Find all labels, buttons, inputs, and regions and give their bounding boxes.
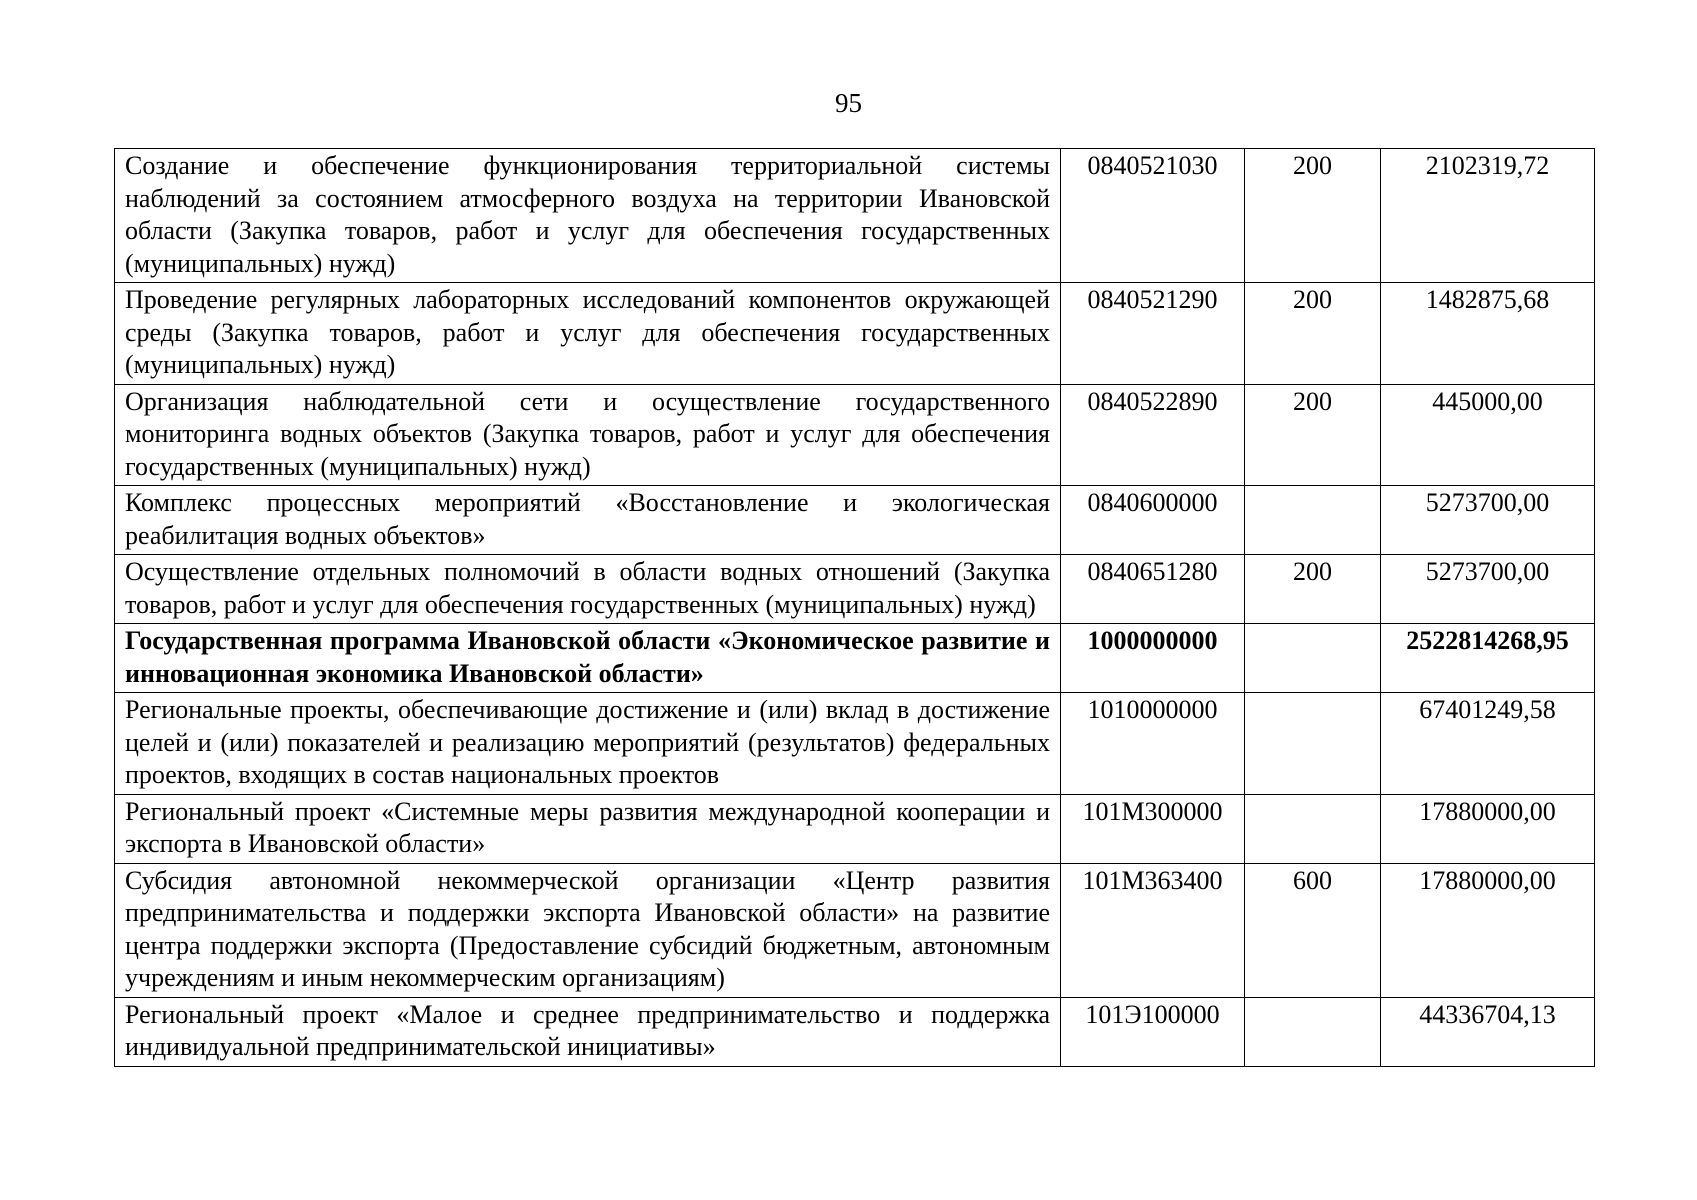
row-sum: 1482875,68 [1381,283,1595,385]
row-sum: 17880000,00 [1381,794,1595,863]
row-sum: 5273700,00 [1381,555,1595,624]
budget-table [114,148,1595,1067]
row-sum: 2102319,72 [1381,149,1595,283]
row-name: Региональный проект «Системные меры развития международной кооперации и экспорта в Ивановской области» [115,794,1061,863]
row-code: 0840522890 [1061,384,1245,486]
row-expense-type [1245,997,1381,1066]
row-name: Государственная программа Ивановской области «Экономическое развитие и инновационная экономика Ивановской области» [115,624,1061,693]
row-expense-type: 600 [1245,863,1381,997]
row-code: 1010000000 [1061,693,1245,795]
table-row [115,863,1595,997]
row-name: Комплекс процессных мероприятий «Восстановление и экологическая реабилитация водных объектов» [115,486,1061,555]
table-row [115,283,1595,385]
row-expense-type: 200 [1245,149,1381,283]
row-code: 0840600000 [1061,486,1245,555]
row-expense-type: 200 [1245,384,1381,486]
row-code: 101M300000 [1061,794,1245,863]
row-name: Осуществление отдельных полномочий в области водных отношений (Закупка товаров, работ и услуг для обеспечения государственных (муниципальных) нужд) [115,555,1061,624]
table-row [115,794,1595,863]
row-code: 101M363400 [1061,863,1245,997]
row-name: Региональный проект «Малое и среднее предпринимательство и поддержка индивидуальной предпринимательской инициативы» [115,997,1061,1066]
page-number: 95 [835,88,862,118]
row-sum: 2522814268,95 [1381,624,1595,693]
row-code: 101Э100000 [1061,997,1245,1066]
row-code: 1000000000 [1061,624,1245,693]
row-expense-type: 200 [1245,555,1381,624]
table-row-program-total [115,624,1595,693]
row-expense-type [1245,486,1381,555]
row-sum: 445000,00 [1381,384,1595,486]
table-row [115,693,1595,795]
row-name: Региональные проекты, обеспечивающие достижение и (или) вклад в достижение целей и (или) показателей и реализацию мероприятий (результатов) федеральных проектов, входящих в состав национальных проектов [115,693,1061,795]
row-name: Проведение регулярных лабораторных исследований компонентов окружающей среды (Закупка товаров, работ и услуг для обеспечения государственных (муниципальных) нужд) [115,283,1061,385]
table-row [115,384,1595,486]
row-name: Создание и обеспечение функционирования территориальной системы наблюдений за состоянием атмосферного воздуха на территории Ивановской области (Закупка товаров, работ и услуг для обеспечения государственных (муниципальных) нужд) [115,149,1061,283]
table-row [115,149,1595,283]
row-sum: 17880000,00 [1381,863,1595,997]
row-name: Организация наблюдательной сети и осуществление государственного мониторинга водных объектов (Закупка товаров, работ и услуг для обеспечения государственных (муниципальных) нужд) [115,384,1061,486]
row-sum: 44336704,13 [1381,997,1595,1066]
row-name: Субсидия автономной некоммерческой организации «Центр развития предпринимательства и поддержки экспорта Ивановской области» на развитие центра поддержки экспорта (Предоставление субсидий бюджетным, автономным учреждениям и иным некоммерческим организациям) [115,863,1061,997]
row-sum: 67401249,58 [1381,693,1595,795]
row-code: 0840521290 [1061,283,1245,385]
row-code: 0840651280 [1061,555,1245,624]
row-expense-type: 200 [1245,283,1381,385]
table-row [115,997,1595,1066]
table-row [115,486,1595,555]
row-sum: 5273700,00 [1381,486,1595,555]
row-expense-type [1245,794,1381,863]
row-expense-type [1245,693,1381,795]
row-code: 0840521030 [1061,149,1245,283]
row-expense-type [1245,624,1381,693]
table-row [115,555,1595,624]
